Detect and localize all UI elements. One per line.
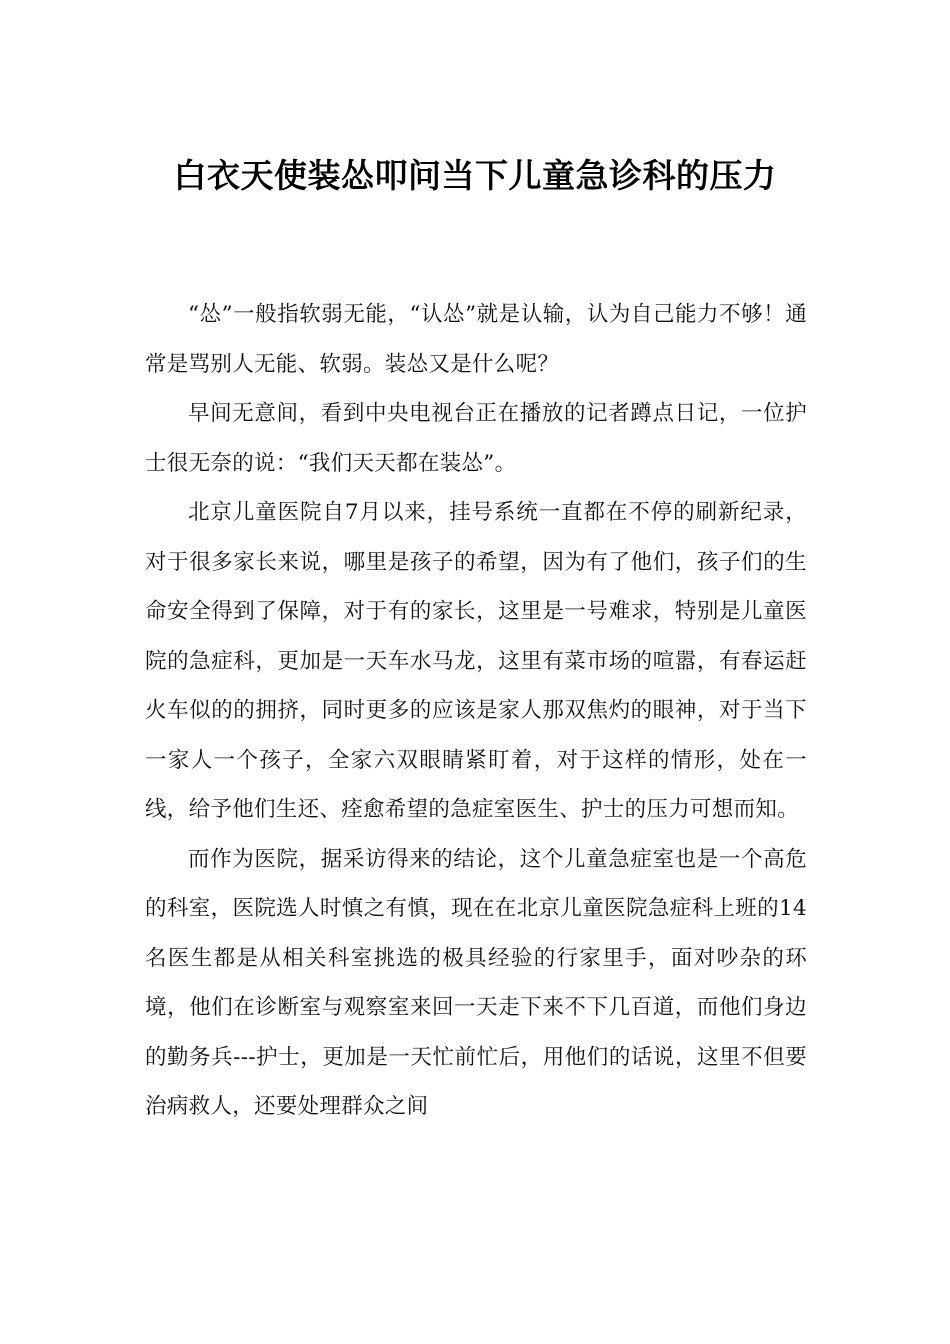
paragraph-4: 而作为医院，据采访得来的结论，这个儿童急症室也是一个高危的科室，医院选人时慎之有慎，现在在北京儿童医院急症科上班的14名医生都是从相关科室挑选的极具经验的行家里手，面对吵杂的环境，他们在诊断室与观察室来回一天走下来不下几百道，而他们身边的勤务兵---护士，更加是一天忙前忙后，用他们的话说，这里不但要治病救人，还要处理群众之间 bbox=[145, 846, 807, 1119]
document-title: 白衣天使装怂叩问当下儿童急诊科的压力 bbox=[173, 156, 777, 195]
paragraph-2: 早间无意间，看到中央电视台正在播放的记者蹲点日记，一位护士很无奈的说：“我们天天都在装怂”。 bbox=[145, 401, 807, 476]
paragraph-3: 北京儿童医院自7月以来，挂号系统一直都在不停的刷新纪录，对于很多家长来说，哪里是孩子的希望，因为有了他们，孩子们的生命安全得到了保障，对于有的家长，这里是一号难求，特别是儿童医院的急症科，更加是一天车水马龙，这里有菜市场的喧嚣，有春运赶火车似的的拥挤，同时更多的应该是家人那双焦灼的眼神，对于当下一家人一个孩子，全家六双眼睛紧盯着，对于这样的情形，处在一线，给予他们生还、痊愈希望的急症室医生、护士的压力可想而知。 bbox=[145, 500, 807, 822]
paragraph-1: “怂”一般指软弱无能，“认怂”就是认输，认为自己能力不够！通常是骂别人无能、软弱。装怂又是什么呢？ bbox=[145, 302, 807, 377]
document-body bbox=[145, 290, 807, 1132]
